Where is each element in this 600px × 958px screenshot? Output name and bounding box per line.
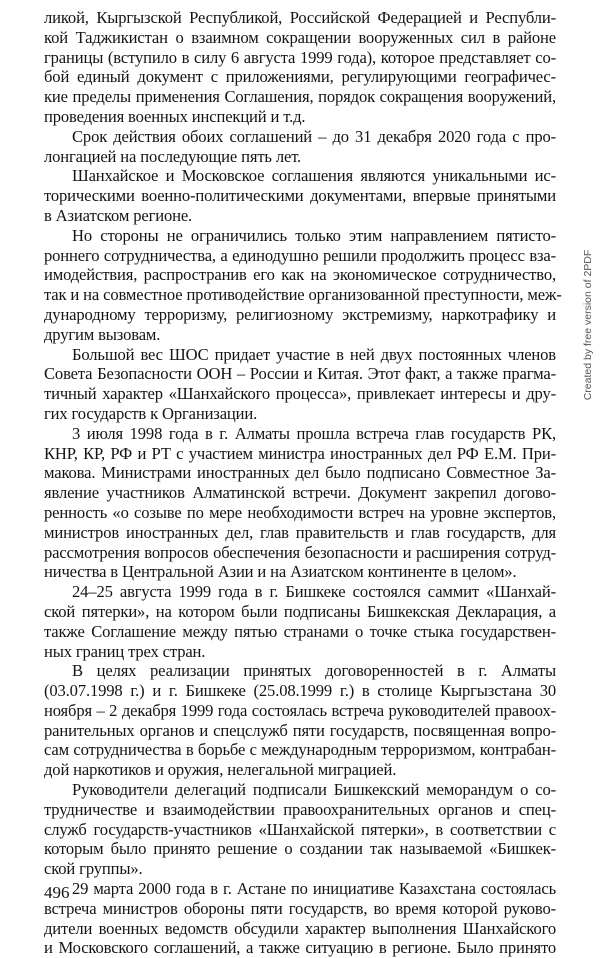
- text-line: лонгацией на последующие пять лет.: [44, 146, 302, 166]
- text-line: тичный характер «Шанхайского процесса», привлекает интересы и дру-: [44, 384, 556, 404]
- text-line: ренность «о созыве по мере необходимости встреч на уровне экспертов,: [44, 502, 556, 522]
- text-line: гих государств к Организации.: [44, 403, 258, 423]
- paragraph: [44, 166, 556, 225]
- text-line: ликой, Кыргызской Республикой, Российской Федерацией и Республи-: [44, 8, 556, 27]
- text-line: 3 июля 1998 года в г. Алматы прошла встреча глав государств РК,: [72, 423, 556, 443]
- paragraph: [44, 424, 556, 582]
- text-line: Совета Безопасности ООН – России и Китая. Этот факт, а также прагма-: [44, 364, 556, 384]
- text-line: встреча министров обороны пяти государств, во время которой руково-: [44, 898, 556, 918]
- text-line: 29 марта 2000 года в г. Астане по инициативе Казахстана состоялась: [72, 879, 556, 899]
- paragraph: [44, 582, 556, 661]
- page-text-block: [44, 8, 562, 958]
- text-line: 24–25 августа 1999 года в г. Бишкеке состоялся саммит «Шанхай-: [72, 582, 556, 602]
- text-line: также Соглашение между пятью странами о точке стыка государствен-: [44, 621, 556, 641]
- text-line: Но стороны не ограничились только этим направлением пятисто-: [72, 225, 556, 245]
- paragraph: [44, 780, 556, 879]
- watermark-side-note: [581, 210, 595, 440]
- paragraph: [44, 345, 556, 424]
- text-line: сам сотрудничества в борьбе с международным терроризмом, контрабан-: [44, 740, 556, 760]
- text-line: Шанхайское и Московское соглашения являются уникальными ис-: [72, 166, 556, 186]
- text-line: имодействия, распространив его как на экономическое сотрудничество,: [44, 265, 556, 285]
- text-line: так и на совместное противодействие организованной преступности, меж-: [44, 285, 562, 305]
- text-line: и Московского соглашений, а также ситуацию в регионе. Было принято: [44, 938, 556, 958]
- text-line: макова. Министрами иностранных дел было подписано Совместное За-: [44, 463, 556, 483]
- text-line: ранительных органов и спецслужб пяти государств, посвященная вопро-: [44, 720, 556, 740]
- text-line: дународному терроризму, религиозному экстремизму, наркотрафику и: [44, 304, 556, 324]
- text-line: ноября – 2 декабря 1999 года состоялась встреча руководителей правоох-: [44, 700, 556, 720]
- text-line: роннего сотрудничества, а единодушно решили продолжить процесс вза-: [44, 245, 556, 265]
- text-line: явление участников Алматинской встречи. Документ закрепил догово-: [44, 483, 556, 503]
- text-line: трудничестве и взаимодействии правоохранительных органов и спец-: [44, 799, 556, 819]
- text-line: министров иностранных дел, глав правительств и глав государств, для: [44, 522, 556, 542]
- text-line: Большой вес ШОС придает участие в ней двух постоянных членов: [72, 344, 556, 364]
- text-line: дители военных ведомств обсудили характер выполнения Шанхайского: [44, 918, 556, 938]
- text-line: границы (вступило в силу 6 августа 1999 года), которое представляет со-: [44, 47, 556, 67]
- text-line: проведения военных инспекций и т.д.: [44, 106, 306, 126]
- text-line: (03.07.1998 г.) и г. Бишкеке (25.08.1999 г.) в столице Кыргызстана 30: [44, 681, 556, 701]
- text-line: кой Таджикистан о взаимном сокращении вооруженных сил в районе: [44, 27, 556, 47]
- text-line: бой единый документ с приложениями, регулирующими географичес-: [44, 67, 556, 87]
- text-line: ных границ трех стран.: [44, 641, 206, 661]
- paragraph: [44, 661, 556, 780]
- text-line: ской пятерки», на котором были подписаны Бишкекская Декларация, а: [44, 601, 556, 621]
- text-line: торическими военно-политическими документами, впервые принятыми: [44, 186, 556, 206]
- page-number: 496: [44, 883, 70, 902]
- text-line: в Азиатском регионе.: [44, 205, 193, 225]
- text-line: служб государств-участников «Шанхайской пятерки», в соответствии с: [44, 819, 556, 839]
- text-line: Срок действия обоих соглашений – до 31 декабря 2020 года с про-: [72, 126, 556, 146]
- text-line: КНР, КР, РФ и РТ с участием министра иностранных дел РФ Е.М. При-: [44, 443, 556, 463]
- text-line: рассмотрения вопросов обеспечения безопасности и расширения сотруд-: [44, 542, 556, 562]
- watermark-text: Created by free version of 2PDF: [582, 249, 594, 401]
- text-line: ничества в Центральной Азии и на Азиатском континенте в целом».: [44, 562, 517, 582]
- text-line: В целях реализации принятых договоренностей в г. Алматы: [72, 661, 556, 681]
- paragraph: [44, 225, 562, 345]
- paragraph: [44, 879, 556, 958]
- text-line: другим вызовам.: [44, 324, 161, 344]
- text-line: ской группы».: [44, 859, 143, 879]
- paragraph: [44, 127, 556, 167]
- text-line: которым было принято решение о создании так называемой «Бишкек-: [44, 839, 556, 859]
- text-line: кие пределы применения Соглашения, порядок сокращения вооружений,: [44, 87, 556, 107]
- text-line: дой наркотиков и оружия, нелегальной миграцией.: [44, 760, 397, 780]
- text-line: Руководители делегаций подписали Бишкекский меморандум о со-: [72, 780, 556, 800]
- paragraph: [44, 8, 556, 127]
